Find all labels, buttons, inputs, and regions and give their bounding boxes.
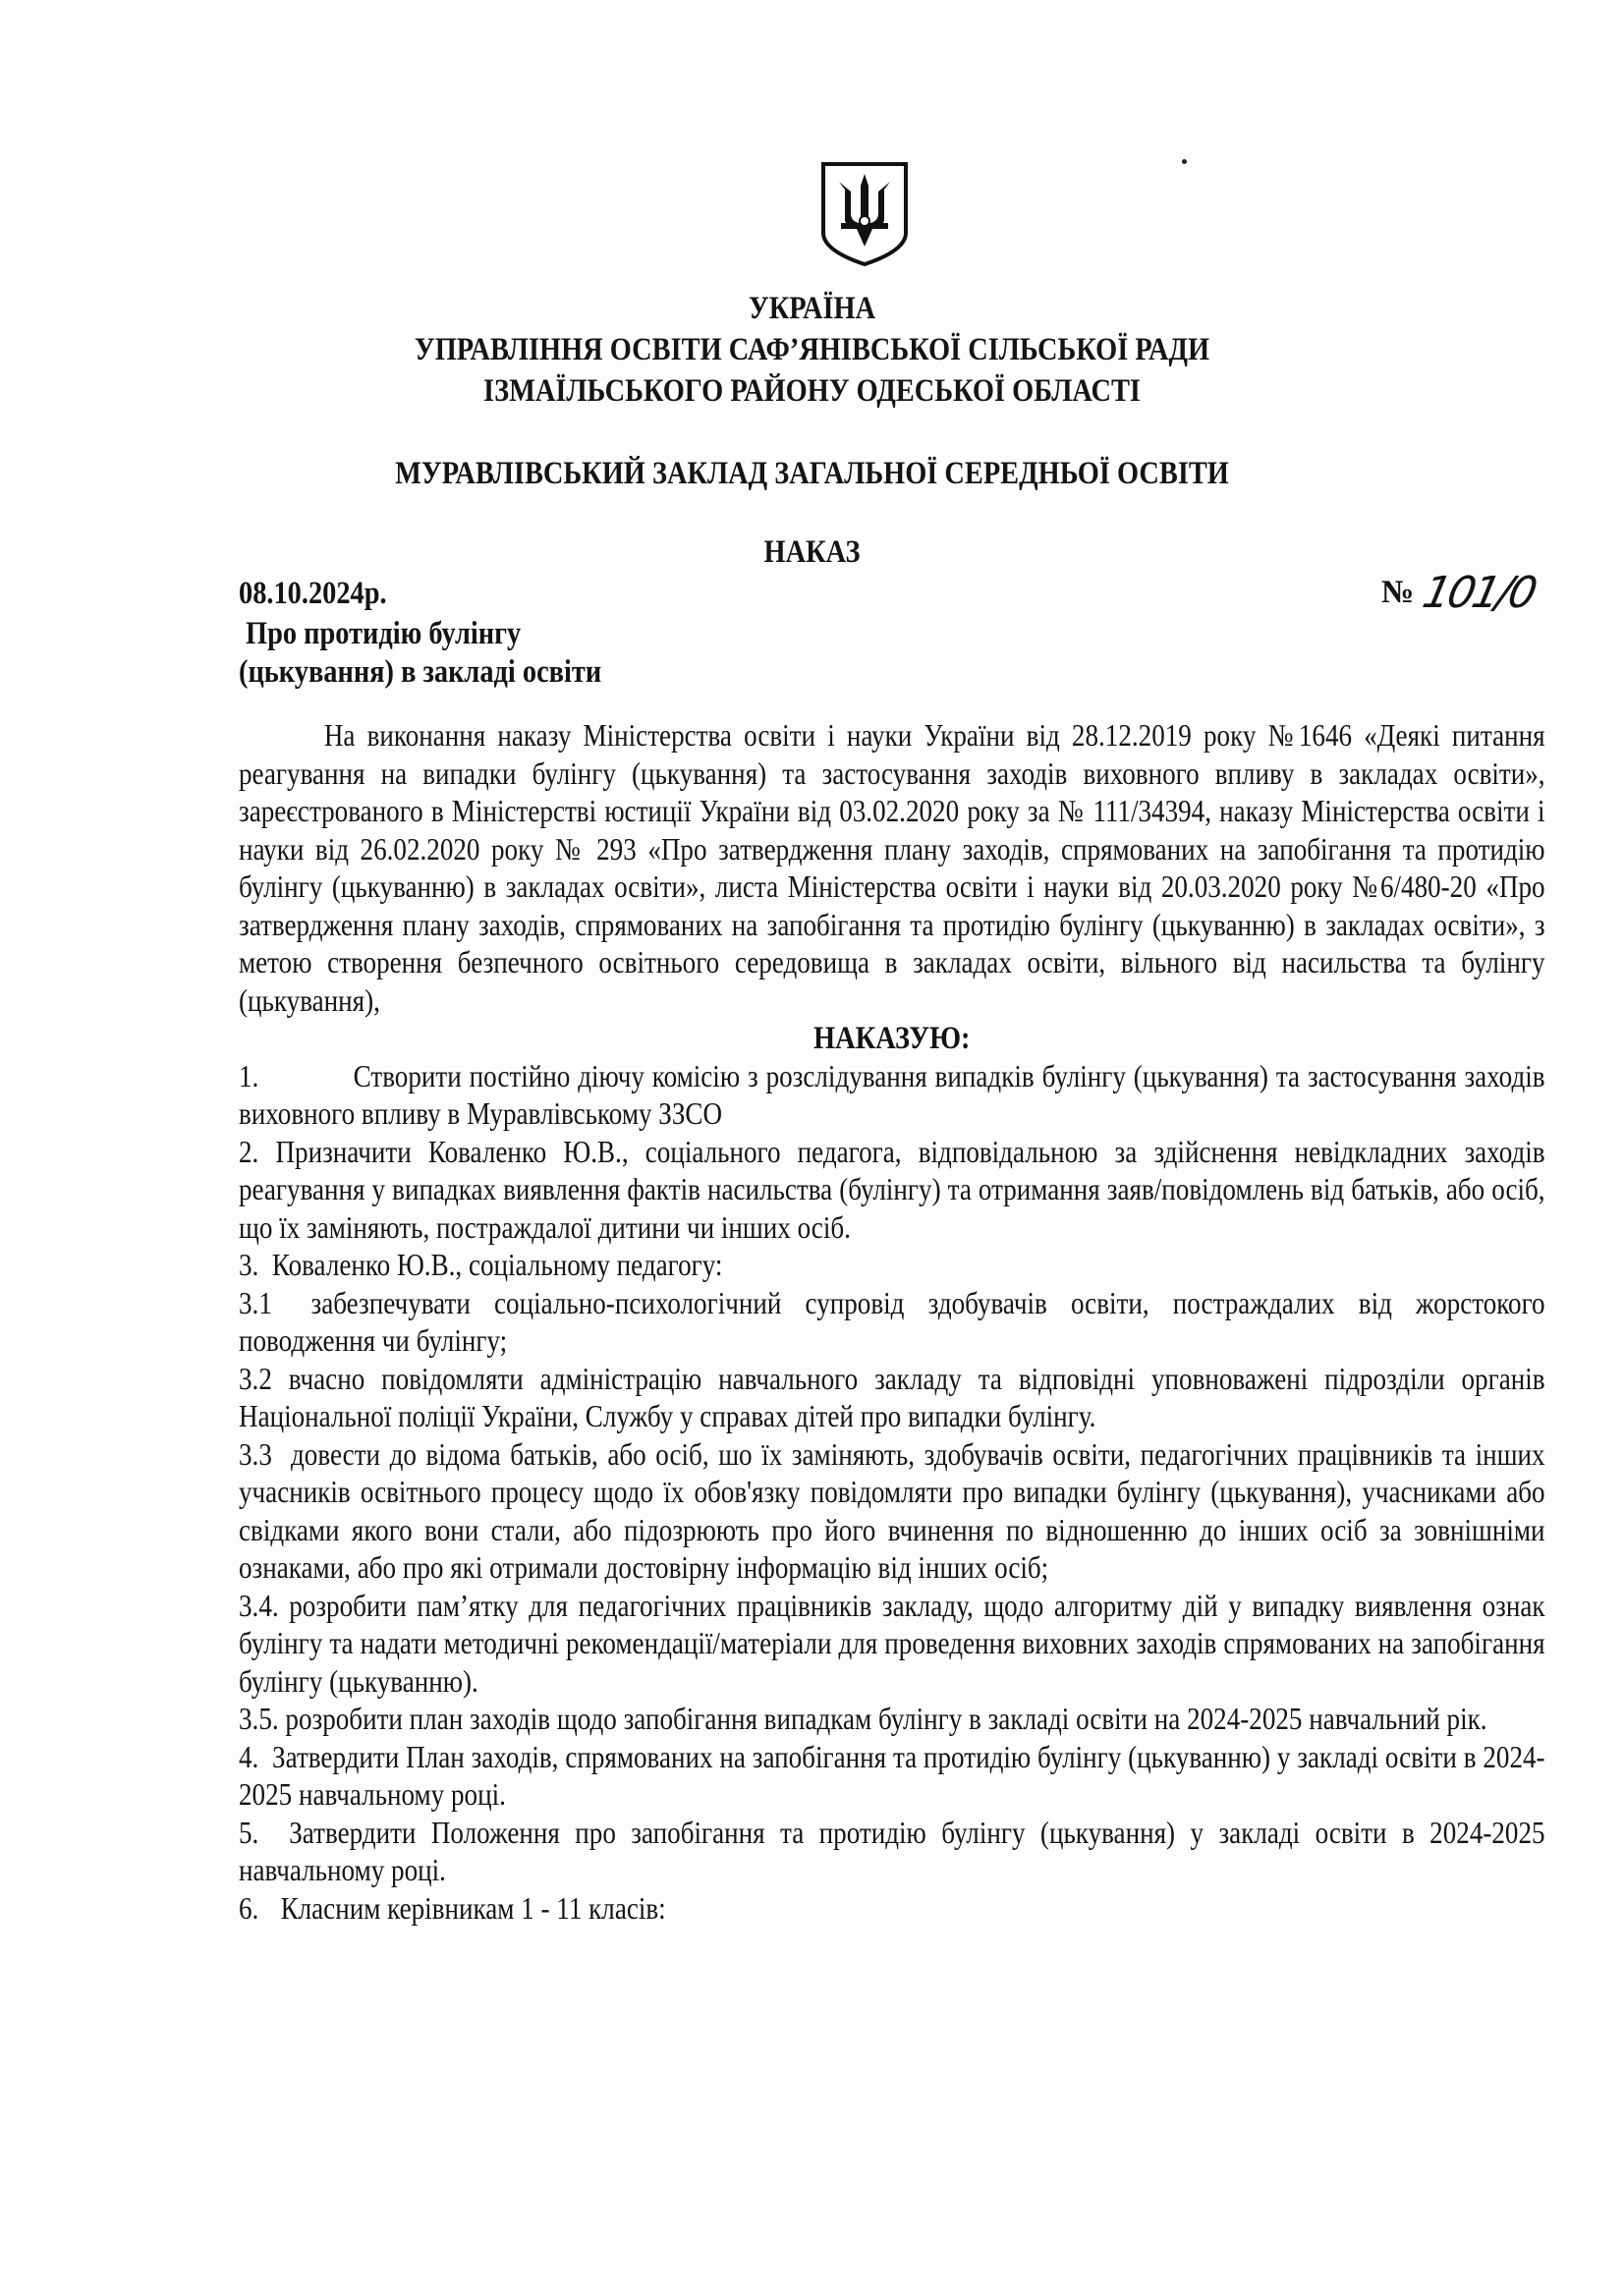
order-item-3-2: 3.2 вчасно повідомляти адміністрацію навчального закладу та відповідні уповноважені підрозділи органів Національної поліції України, Службу у справах дітей про випадки булінгу.	[239, 1361, 1545, 1433]
subject-line-2: (цькування) в закладі освіти	[239, 654, 602, 690]
order-item-3-4: 3.4. розробити пам’ятку для педагогічних працівників закладу, щодо алгоритму дій у випадку виявлення ознак булінгу та надати методичні рекомендації/матеріали для проведення виховних заходів спрямованих на запобігання булінгу (цькуванню).	[239, 1588, 1545, 1699]
order-item-3-1: 3.1 забезпечувати соціально-психологічний супровід здобувачів освіти, постраждалих від жорстокого поводження чи булінгу;	[239, 1285, 1545, 1358]
order-number	[1381, 568, 1540, 618]
order-item-3-3: 3.3 довести до відома батьків, або осіб, шо їх заміняють, здобувачів освіти, педагогічних працівників та інших учасників освітнього процесу щодо їх обов'язку повідомляти про випадки булінгу (цькування), учасниками або свідками якого вони стали, або підозрюють про його вчинення по відношенню до інших осіб за зовнішніми ознаками, або про які отримали достовірну інформацію від інших осіб;	[239, 1436, 1545, 1585]
order-item-2: 2. Призначити Коваленко Ю.В., соціального педагога, відповідальною за здійснення невідкладних заходів реагування у випадках виявлення фактів насильства (булінгу) та отримання заяв/повідомлень від батьків, або осіб, що їх заміняють, постраждалої дитини чи інших осіб.	[239, 1134, 1545, 1245]
trident-emblem-icon	[819, 160, 910, 268]
subject-line-1: Про протидію булінгу	[246, 616, 522, 651]
document-type-title: НАКАЗ	[763, 534, 861, 570]
header-institution: МУРАВЛІВСЬКИЙ ЗАКЛАД ЗАГАЛЬНОЇ СЕРЕДНЬОЇ ОСВІТИ	[395, 456, 1229, 491]
header-authority-line1: УПРАВЛІННЯ ОСВІТИ САФ’ЯНІВСЬКОЇ СІЛЬСЬКОЇ РАДИ	[414, 332, 1210, 367]
order-item-3: 3. Коваленко Ю.В., соціальному педагогу:	[239, 1248, 723, 1282]
order-heading: НАКАЗУЮ:	[813, 1021, 971, 1056]
header-country: УКРАЇНА	[748, 291, 876, 326]
number-sign: №	[1381, 575, 1415, 610]
order-item-1: 1. Створити постійно діючу комісію з розслідування випадків булінгу (цькування) та застосування заходів виховного впливу в Муравлівському ЗЗСО	[239, 1058, 1545, 1131]
document-body	[239, 717, 1545, 1928]
header-authority-line2: ІЗМАЇЛЬСЬКОГО РАЙОНУ ОДЕСЬКОЇ ОБЛАСТІ	[483, 373, 1141, 409]
order-item-5: 5. Затвердити Положення про запобігання та протидію булінгу (цькування) у закладі освіти в 2024-2025 навчальному році.	[239, 1815, 1545, 1887]
preamble-paragraph: На виконання наказу Міністерства освіти і науки України від 28.12.2019 року №1646 «Деякі питання реагування на випадки булінгу (цькування) та застосування заходів виховного впливу в закладах освіти», зареєстрованого в Міністерстві юстиції України від 03.02.2020 року за № 111/34394, наказу Міністерства освіти і науки від 26.02.2020 року № 293 «Про затвердження плану заходів, спрямованих на запобігання та протидію булінгу (цькуванню) в закладах освіти», листа Міністерства освіти і науки від 20.03.2020 року №6/480-20 «Про затвердження плану заходів, спрямованих на запобігання та протидію булінгу (цькуванню) в закладах освіти», з метою створення безпечного освітнього середовища в закладах освіти, вільного від насильства та булінгу (цькування),	[239, 718, 1545, 1018]
handwritten-number: 101/0	[1418, 568, 1540, 618]
order-item-6: 6. Класним керівникам 1 - 11 класів:	[239, 1890, 666, 1926]
order-item-4: 4. Затвердити План заходів, спрямованих на запобігання та протидію булінгу (цькуванню) у закладі освіти в 2024-2025 навчальному році.	[239, 1739, 1545, 1812]
scan-speck	[1182, 159, 1187, 164]
order-date: 08.10.2024р.	[239, 576, 387, 611]
order-item-3-5: 3.5. розробити план заходів щодо запобігання випадкам булінгу в закладі освіти на 2024-2025 навчальний рік.	[239, 1702, 1487, 1736]
